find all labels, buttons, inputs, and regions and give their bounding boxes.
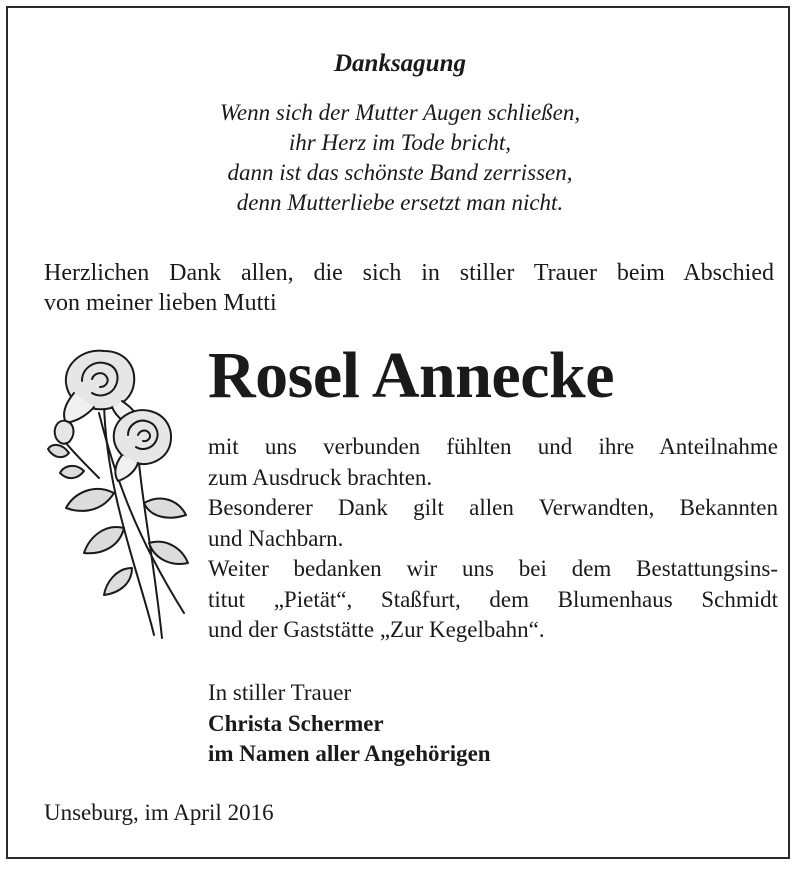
thanks-line: und der Gaststätte „Zur Kegelbahn“. [208,617,545,642]
thanks-line: titut „Pietät“, Staßfurt, dem Blumenhaus Schmidt [208,586,778,612]
roses-icon [44,343,194,643]
signature-intro: In stiller Trauer [208,680,352,705]
signature-block [208,678,491,770]
thanks-line: zum Ausdruck brachten. [208,464,433,490]
notice-frame [6,6,790,859]
poem [8,98,792,218]
thanks-line: Weiter bedanken wir uns bei dem Bestattungsins- [208,556,778,581]
poem-line: dann ist das schönste Band zerrissen, [227,160,573,185]
signature-family: im Namen aller Angehörigen [208,741,491,766]
thanks-line: und Nachbarn. [208,525,344,551]
thanks-line: Besonderer Dank gilt allen Verwandten, Bekannten [208,495,778,520]
thanks-line: mit uns verbunden fühlten und ihre Anteilnahme [208,434,778,459]
deceased-name: Rosel Annecke [208,339,614,412]
intro-line: Herzlichen Dank allen, die sich in stiller Trauer beim Abschied [44,260,774,286]
intro-line: von meiner lieben Mutti [44,290,277,316]
intro-text [44,258,774,318]
poem-line: Wenn sich der Mutter Augen schließen, [219,100,581,125]
place-date: Unseburg, im April 2016 [44,800,274,825]
notice-title: Danksagung [334,50,466,77]
poem-line: ihr Herz im Tode bricht, [288,130,512,155]
signature-name: Christa Schermer [208,710,384,736]
thanks-text [208,432,778,646]
poem-line: denn Mutterliebe ersetzt man nicht. [236,190,564,215]
